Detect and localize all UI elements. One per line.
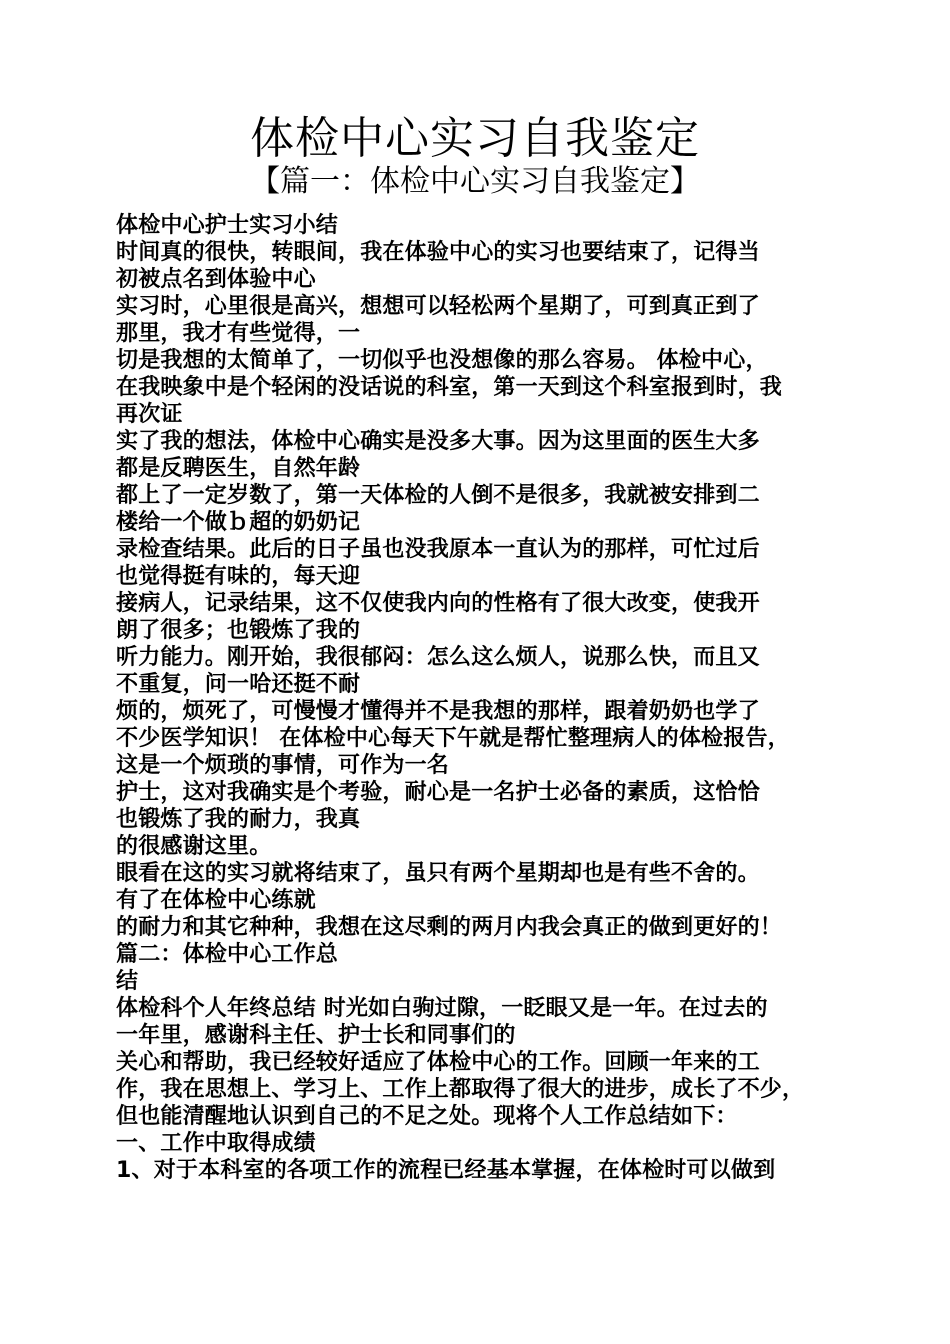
- body-line: 那里，我才有些觉得，一: [116, 321, 361, 346]
- body-line: 接病人，记录结果，这不仅使我内向的性格有了很大改变，使我开: [116, 591, 760, 616]
- body-line: 不重复，问一哈还挺不耐: [116, 672, 361, 697]
- body-line: 篇二：体检中心工作总: [116, 942, 339, 967]
- body-line: 护士，这对我确实是个考验，耐心是一名护士必备的素质，这恰恰: [116, 780, 760, 805]
- body-line: 也觉得挺有味的，每天迎: [116, 564, 361, 589]
- body-line: 初被点名到体验中心: [116, 267, 316, 292]
- body-line: 的很感谢这里。: [116, 834, 272, 859]
- body-line: 听力能力。刚开始，我很郁闷：怎么这么烦人，说那么快，而且又: [116, 645, 760, 670]
- body-line: 切是我想的太简单了，一切似乎也没想像的那么容易。 体检中心，: [116, 348, 768, 373]
- body-line: 有了在体检中心练就: [116, 888, 316, 913]
- body-line: 但也能清醒地认识到自己的不足之处。现将个人工作总结如下：: [116, 1104, 738, 1129]
- body-line: 再次证: [116, 402, 183, 427]
- body-line: 这是一个烦琐的事情，可作为一名: [116, 753, 450, 778]
- body-line: 录检查结果。此后的日子虽也没我原本一直认为的那样，可忙过后: [116, 537, 760, 562]
- body-line: 不少医学知识！ 在体检中心每天下午就是帮忙整理病人的体检报告，: [116, 726, 790, 751]
- body-line: 体检中心护士实习小结: [116, 213, 339, 238]
- document-body: [116, 212, 856, 1184]
- body-line: 朗了很多；也锻炼了我的: [116, 618, 361, 643]
- body-line: 结: [116, 969, 139, 994]
- body-line: 也锻炼了我的耐力，我真: [116, 807, 361, 832]
- body-line: 作，我在思想上、学习上、工作上都取得了很大的进步，成长了不少，: [116, 1077, 805, 1102]
- body-line: 体检科个人年终总结 时光如白驹过隙，一眨眼又是一年。在过去的: [116, 996, 768, 1021]
- body-line: 1、对于本科室的各项工作的流程已经基本掌握，在体检时可以做到: [116, 1158, 776, 1183]
- body-line: 实习时，心里很是高兴，想想可以轻松两个星期了，可到真正到了: [116, 294, 760, 319]
- document-subtitle: 【篇一：体检中心实习自我鉴定】: [250, 164, 700, 199]
- body-line: 的耐力和其它种种，我想在这尽剩的两月内我会真正的做到更好的！: [116, 915, 783, 940]
- body-line: 烦的，烦死了，可慢慢才懂得并不是我想的那样，跟着奶奶也学了: [116, 699, 760, 724]
- body-line: 一、工作中取得成绩: [116, 1131, 316, 1156]
- body-line: 实了我的想法，体检中心确实是没多大事。因为这里面的医生大多: [116, 429, 760, 454]
- body-line: 楼给一个做ｂ超的奶奶记: [116, 510, 361, 535]
- body-line: 时间真的很快，转眼间，我在体验中心的实习也要结束了，记得当: [116, 240, 760, 265]
- body-line: 关心和帮助，我已经较好适应了体检中心的工作。回顾一年来的工: [116, 1050, 760, 1075]
- body-line: 都上了一定岁数了，第一天体检的人倒不是很多，我就被安排到二: [116, 483, 760, 508]
- document-title: 体检中心实习自我鉴定: [250, 113, 700, 164]
- body-line: 一年里，感谢科主任、护士长和同事们的: [116, 1023, 516, 1048]
- body-line: 眼看在这的实习就将结束了，虽只有两个星期却也是有些不舍的。: [116, 861, 760, 886]
- body-line: 都是反聘医生，自然年龄: [116, 456, 361, 481]
- body-line: 在我映象中是个轻闲的没话说的科室，第一天到这个科室报到时，我: [116, 375, 783, 400]
